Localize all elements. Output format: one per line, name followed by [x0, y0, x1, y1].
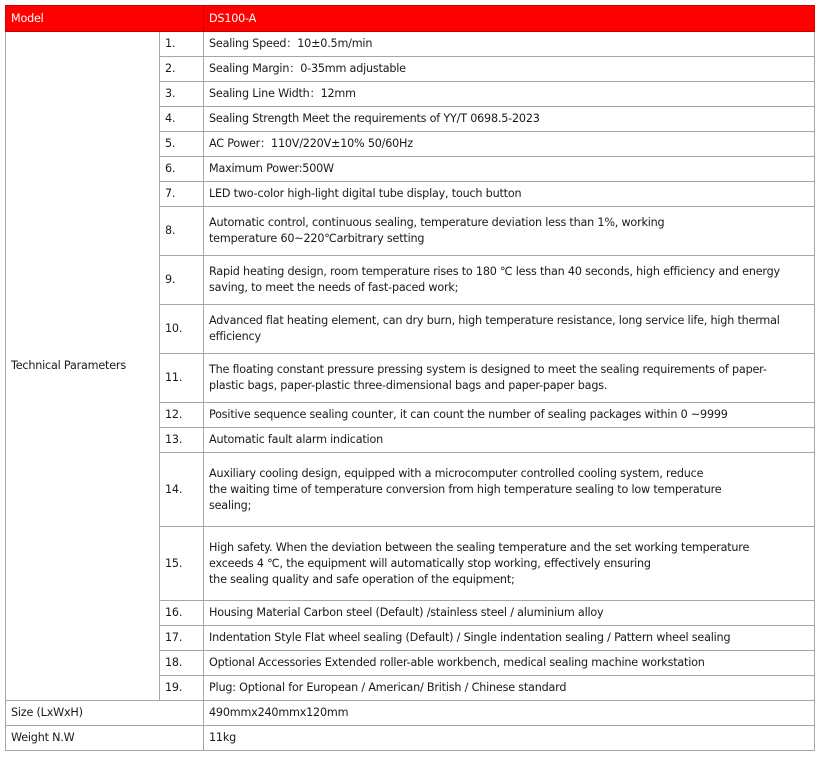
item-number: 9.: [160, 256, 204, 305]
item-number: 5.: [160, 132, 204, 157]
item-number: 15.: [160, 527, 204, 601]
item-text: [204, 453, 815, 527]
item-text: Housing Material Carbon steel (Default) /stainless steel / aluminium alloy: [204, 601, 815, 626]
item-text: Sealing Margin：0-35mm adjustable: [204, 57, 815, 82]
size-row: [6, 701, 815, 726]
item-number: 11.: [160, 354, 204, 403]
item-number: 4.: [160, 107, 204, 132]
item-text-line: the waiting time of temperature conversion from high temperature sealing to low temperature: [209, 482, 722, 496]
item-number: 3.: [160, 82, 204, 107]
item-number: 8.: [160, 207, 204, 256]
item-number: 7.: [160, 182, 204, 207]
item-text-line: Advanced flat heating element, can dry burn, high temperature resistance, long service life, high thermal: [209, 314, 780, 327]
item-text: Positive sequence sealing counter, it can count the number of sealing packages within 0 ~9999: [204, 403, 815, 428]
item-text-line: High safety. When the deviation between the sealing temperature and the set working temperature: [209, 540, 750, 554]
item-text: [204, 354, 815, 403]
item-number: 1.: [160, 32, 204, 57]
item-text-line: saving, to meet the needs of fast-paced work;: [209, 281, 459, 294]
item-text: [204, 527, 815, 601]
item-text-line: the sealing quality and safe operation of the equipment;: [209, 572, 515, 586]
item-number: 2.: [160, 57, 204, 82]
item-text: Plug: Optional for European / American/ British / Chinese standard: [204, 676, 815, 701]
item-text: Indentation Style Flat wheel sealing (Default) / Single indentation sealing / Pattern wheel sealing: [204, 626, 815, 651]
item-number: 10.: [160, 305, 204, 354]
item-text: Automatic fault alarm indication: [204, 428, 815, 453]
item-number: 19.: [160, 676, 204, 701]
item-number: 18.: [160, 651, 204, 676]
table-row: [6, 32, 815, 57]
item-text-line: efficiency: [209, 330, 261, 343]
item-text: Sealing Strength Meet the requirements of YY/T 0698.5-2023: [204, 107, 815, 132]
item-text-line: exceeds 4 ℃, the equipment will automatically stop working, effectively ensuring: [209, 556, 651, 570]
item-text: [204, 305, 815, 354]
item-number: 16.: [160, 601, 204, 626]
item-number: 13.: [160, 428, 204, 453]
weight-value: 11kg: [204, 726, 815, 751]
item-number: 6.: [160, 157, 204, 182]
item-text-line: Automatic control, continuous sealing, temperature deviation less than 1%, working: [209, 216, 665, 229]
spec-table: [5, 5, 815, 751]
technical-parameters-label: Technical Parameters: [6, 32, 160, 701]
model-value: DS100-A: [204, 6, 815, 32]
weight-label: Weight N.W: [6, 726, 204, 751]
item-text-line: Auxiliary cooling design, equipped with a microcomputer controlled cooling system, reduce: [209, 466, 704, 480]
item-text: AC Power：110V/220V±10% 50/60Hz: [204, 132, 815, 157]
item-number: 12.: [160, 403, 204, 428]
model-label: Model: [6, 6, 204, 32]
item-text-line: plastic bags, paper-plastic three-dimensional bags and paper-paper bags.: [209, 379, 608, 392]
item-text: Sealing Line Width：12mm: [204, 82, 815, 107]
item-text: Optional Accessories Extended roller-able workbench, medical sealing machine workstation: [204, 651, 815, 676]
size-value: 490mmx240mmx120mm: [204, 701, 815, 726]
weight-row: [6, 726, 815, 751]
item-number: 17.: [160, 626, 204, 651]
item-text: [204, 256, 815, 305]
size-label: Size (LxWxH): [6, 701, 204, 726]
item-text-line: Rapid heating design, room temperature rises to 180 ℃ less than 40 seconds, high efficiency and energy: [209, 265, 780, 278]
item-text-line: sealing;: [209, 498, 252, 512]
item-text: Maximum Power:500W: [204, 157, 815, 182]
item-text: Sealing Speed：10±0.5m/min: [204, 32, 815, 57]
item-text-line: temperature 60~220℃arbitrary setting: [209, 232, 425, 245]
item-text: LED two-color high-light digital tube display, touch button: [204, 182, 815, 207]
item-text: [204, 207, 815, 256]
item-number: 14.: [160, 453, 204, 527]
model-header-row: [6, 6, 815, 32]
item-text-line: The floating constant pressure pressing system is designed to meet the sealing requirements of paper-: [209, 363, 767, 376]
